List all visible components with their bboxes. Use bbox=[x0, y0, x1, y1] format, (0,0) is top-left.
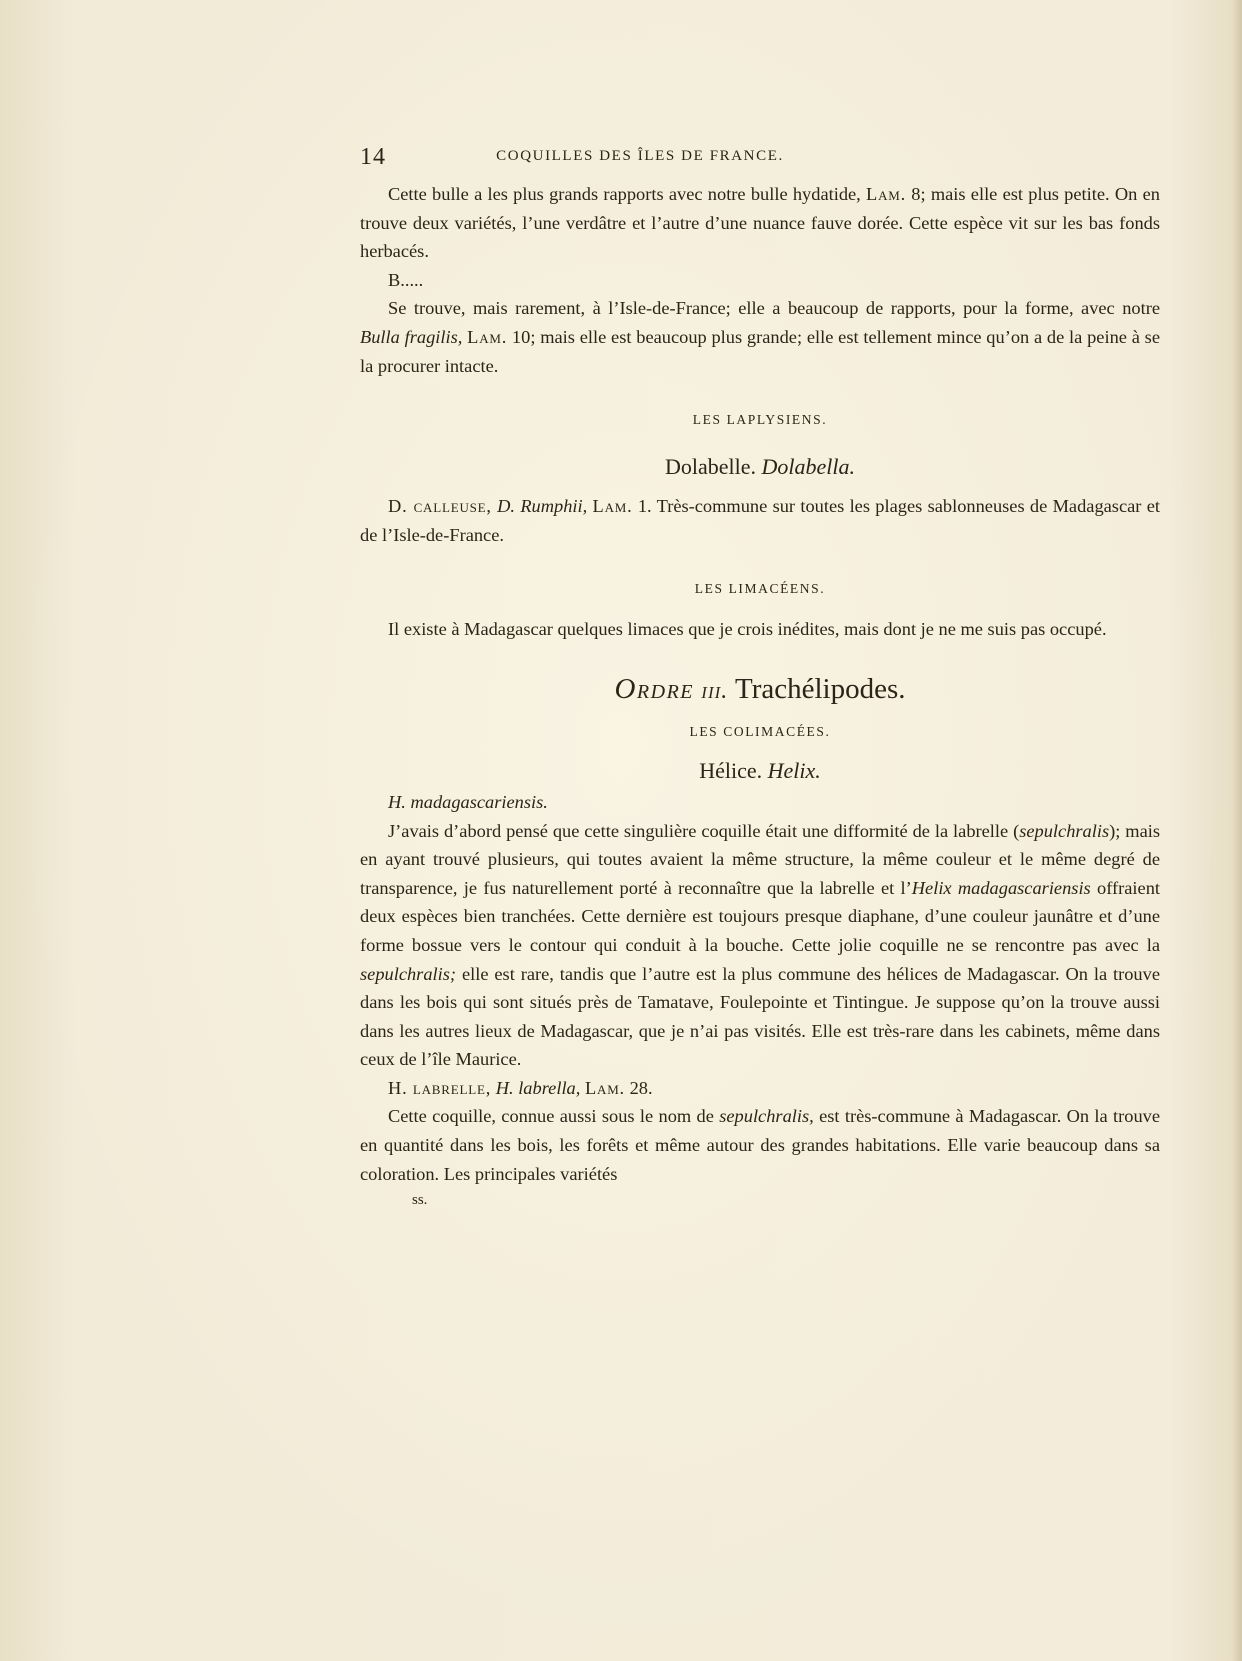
genus-heading-dolabelle: Dolabelle. Dolabella. bbox=[664, 454, 856, 480]
genus-heading-helice: Hélice. Helix. bbox=[699, 757, 821, 783]
page-number: 14 bbox=[360, 144, 386, 170]
species-heading-labrella: H. labrelle, H. labrella, Lam. 28. bbox=[388, 1077, 653, 1098]
lamarck-abbrev: Lam. bbox=[467, 326, 508, 347]
running-head bbox=[360, 146, 920, 170]
entry-dolabella: D. calleuse, D. Rumphii, Lam. 1. Très-commune sur toutes les plages sablonneuses de Madagascar et de l’Isle-de-France. bbox=[360, 496, 1160, 545]
paragraph-labrella: Cette coquille, connue aussi sous le nom de sepulchralis, est très-commune à Madagascar. On la trouve en quantité dans les bois, les forêts et même autour des grandes habitations. Elle varie beaucoup dans sa coloration. Les principales variétés bbox=[360, 1106, 1161, 1184]
heading-limaceens: LES LIMACÉENS. bbox=[694, 581, 826, 597]
paragraph-b: Se trouve, mais rarement, à l’Isle-de-France; elle a beaucoup de rapports, pour la forme, avec notre Bulla fragilis, Lam. 10; mais elle est beaucoup plus grande; elle est tellement mince qu’on a de la peine à se la procurer intacte. bbox=[360, 298, 1160, 376]
species-label-b: B..... bbox=[388, 269, 424, 290]
paragraph-bulle: Cette bulle a les plus grands rapports avec notre bulle hydatide, Lam. 8; mais elle est plus petite. On en trouve deux variétés, l’une verdâtre et l’autre d’une nuance fauve dorée. Cette espèce vit sur les bas fonds herbacés. bbox=[360, 184, 1160, 262]
lamarck-abbrev: Lam. bbox=[866, 184, 907, 204]
running-title: COQUILLES DES ÎLES DE FRANCE. bbox=[496, 148, 784, 164]
lamarck-abbrev: Lam. bbox=[592, 496, 633, 517]
paragraph-madagascariensis: J’avais d’abord pensé que cette singulière coquille était une difformité de la labrelle (sepulchralis); mais en ayant trouvé plusieurs, qui toutes avaient la même structure, la même couleur et le même degré de transparence, je fus naturellement porté à reconnaître que la labrelle et l’Helix madagascariensis offraient deux espèces bien tranchées. Cette dernière est toujours presque diaphane, d’une couleur jaunâtre et d’une forme bossue vers le contour qui conduit à la bouche. Cette jolie coquille ne se rencontre pas avec la sepulchralis; elle est rare, tandis que l’autre est la plus commune des hélices de Madagascar. On la trouve dans les bois qui sont situés près de Tamatave, Foulepointe et Tintingue. Je suppose qu’on la trouve aussi dans les autres lieux de Madagascar, que je n’ai pas visités. Elle est très-rare dans les cabinets, même dans ceux de l’île Maurice. bbox=[360, 820, 1161, 1070]
paragraph-limaceens: Il existe à Madagascar quelques limaces que je crois inédites, mais dont je ne me suis pas occupé. bbox=[388, 619, 1107, 640]
lamarck-abbrev: Lam. bbox=[584, 1077, 625, 1098]
heading-laplysiens: LES LAPLYSIENS. bbox=[692, 412, 828, 428]
taxon-bulla-fragilis: Bulla fragilis, bbox=[360, 326, 463, 347]
order-heading: Ordre iii. Trachélipodes. bbox=[614, 672, 906, 705]
species-heading-madagascariensis: H. madagascariensis. bbox=[388, 791, 548, 812]
heading-colimacees: LES COLIMACÉES. bbox=[689, 723, 831, 739]
text-block bbox=[360, 180, 1160, 1212]
page-edge-shadow bbox=[1232, 0, 1242, 1661]
catchword: ss. bbox=[412, 1192, 428, 1209]
